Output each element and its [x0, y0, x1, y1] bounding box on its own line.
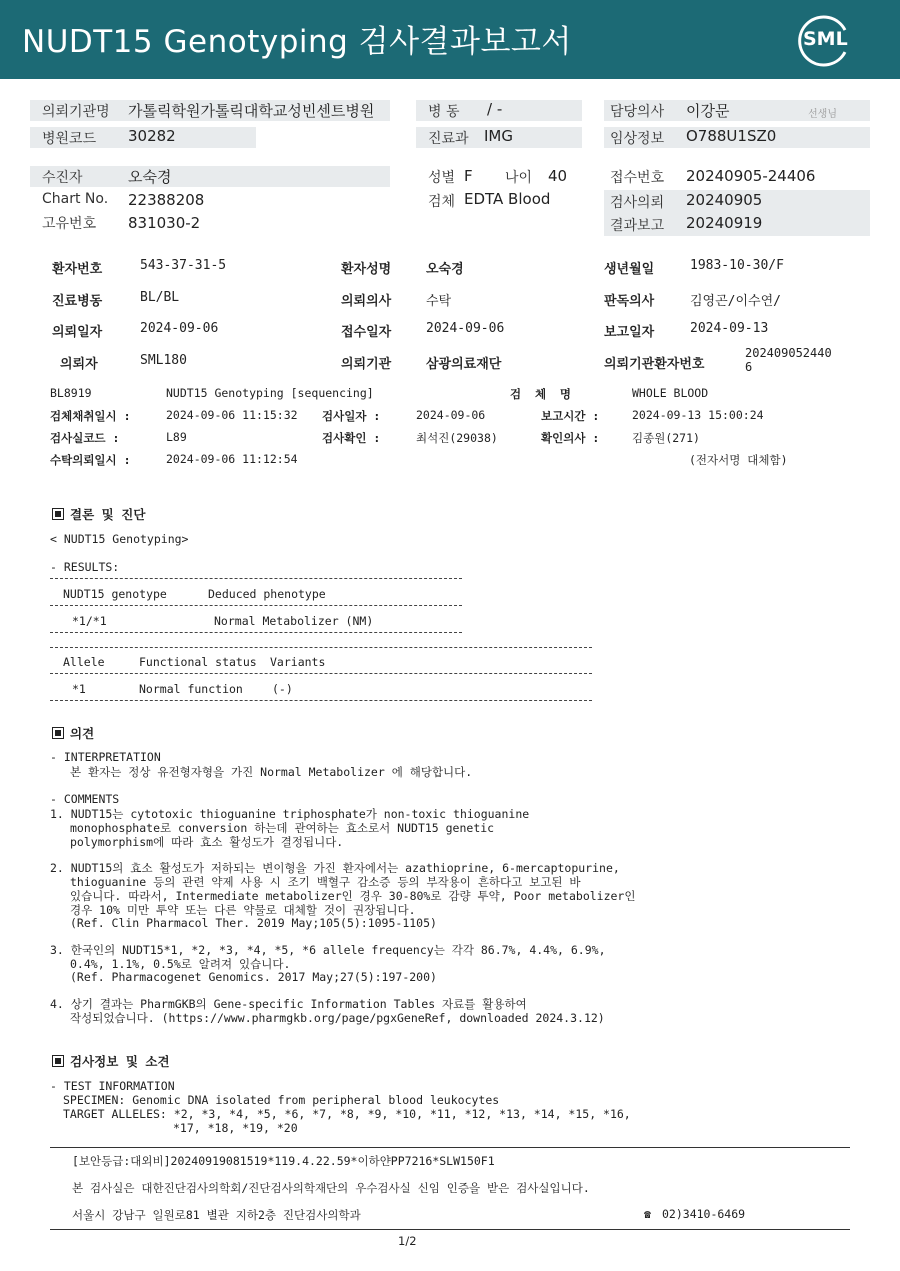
testinfo-label: - TEST INFORMATION — [50, 1079, 175, 1093]
security-line: [보안등급:대외비]20240919081519*119.4.22.59*이하얀PP7216*SLW150F1 — [72, 1154, 495, 1168]
variants-value: (-) — [272, 682, 293, 696]
comment-4-line-2: 작성되었습니다. (https://www.pharmgkb.org/page/pgxGeneRef, downloaded 2024.3.12) — [70, 1011, 605, 1025]
inst-patient-no-1: 202409052440 — [745, 346, 832, 360]
e-sign-note: (전자서명 대체함) — [689, 453, 788, 467]
clinical-value: O788U1SZ0 — [686, 127, 777, 145]
genotype-value: *1/*1 — [72, 614, 107, 628]
chart-value: 22388208 — [128, 191, 205, 209]
req-inst-label: 의뢰기관 — [341, 357, 392, 372]
institution-value: 가톨릭학원가톨릭대학교성빈센트병원 — [128, 102, 375, 120]
name-value: 오숙경 — [426, 262, 464, 277]
lab-code-value: L89 — [166, 430, 187, 444]
phenotype-value: Normal Metabolizer (NM) — [214, 614, 374, 628]
square-bullet-icon — [52, 508, 64, 520]
comment-2-line-2: thioguanine 등의 관련 약제 사용 시 조기 백혈구 감소증 등의 부작용이 흔하다고 보고된 바 — [70, 875, 581, 889]
test-name: NUDT15 Genotyping [sequencing] — [166, 386, 374, 400]
testinfo-specimen: SPECIMEN: Genomic DNA isolated from peripheral blood leukocytes — [63, 1093, 500, 1107]
request-value: 20240905 — [686, 191, 763, 209]
requester-value: SML180 — [140, 353, 187, 368]
test-code: BL8919 — [50, 386, 92, 400]
interp-text: 본 환자는 정상 유전형자형을 가진 Normal Metabolizer 에 해당합니다. — [70, 765, 473, 779]
req-date-label: 의뢰일자 — [52, 325, 103, 340]
recv-date-label: 접수일자 — [341, 325, 392, 340]
spec-name-value: WHOLE BLOOD — [632, 386, 709, 400]
report-date-label: 보고일자 — [604, 325, 655, 340]
unique-value: 831030-2 — [128, 214, 201, 232]
patient-no-label: 환자번호 — [52, 262, 103, 277]
doctor-label: 담당의사 — [610, 104, 665, 120]
consign-value: 2024-09-06 11:12:54 — [166, 452, 298, 466]
testinfo-alleles-2: *17, *18, *19, *20 — [173, 1121, 298, 1135]
ward-value: / - — [487, 100, 503, 118]
report-time-label: 보고시간 : — [541, 409, 600, 423]
dash-line — [50, 632, 462, 633]
clinical-label: 임상정보 — [610, 131, 665, 147]
section-conclusion-text: 결론 및 진단 — [70, 507, 146, 522]
phone-icon: ☎ — [644, 1207, 651, 1221]
spec-name-label: 검 체 명 — [510, 387, 572, 401]
dash-line — [50, 700, 592, 701]
comment-2-line-4: 경우 10% 미만 투약 또는 다른 약물로 대체할 것이 권장됩니다. — [70, 903, 416, 917]
certification-line: 본 검사실은 대한진단검사의학회/진단검사의학재단의 우수검사실 신임 인증을 받은 검사실입니다. — [72, 1181, 590, 1195]
doctor-suffix: 선생님 — [808, 109, 837, 120]
code-value: 30282 — [128, 127, 176, 145]
comment-3-line-2: 0.4%, 1.1%, 0.5%로 알려져 있습니다. — [70, 957, 291, 971]
header-banner — [0, 0, 900, 79]
comment-2-line-5: (Ref. Clin Pharmacol Ther. 2019 May;105(5):1095-1105) — [70, 916, 437, 930]
age-label: 나이 — [505, 170, 533, 186]
results-label: - RESULTS: — [50, 560, 120, 574]
comment-1-line-3: polymorphism에 따라 효소 활성도가 결정됩니다. — [70, 835, 344, 849]
address-line: 서울시 강남구 일원로81 별관 지하2층 진단검사의학과 — [72, 1208, 361, 1222]
inst-patient-no-2: 6 — [745, 360, 753, 374]
section-opinion — [52, 724, 94, 742]
allele-head: Allele — [63, 655, 105, 669]
comment-3-line-3: (Ref. Pharmacogenet Genomics. 2017 May;27(5):197-200) — [70, 970, 437, 984]
comment-3-line-1: 3. 한국인의 NUDT15*1, *2, *3, *4, *5, *6 allele frequency는 각각 86.7%, 4.4%, 6.9%, — [50, 943, 606, 957]
result-subtitle: < NUDT15 Genotyping> — [50, 532, 189, 546]
requester-label: 의뢰자 — [60, 357, 98, 372]
phone-number: 02)3410-6469 — [662, 1207, 746, 1221]
test-date-value: 2024-09-06 — [416, 408, 486, 422]
ward2-label: 진료병동 — [52, 294, 103, 309]
req-doctor-label: 의뢰의사 — [341, 294, 392, 309]
request-label: 검사의뢰 — [610, 195, 665, 211]
chart-label: Chart No. — [42, 191, 109, 207]
comment-1-line-1: 1. NUDT15는 cytotoxic thioguanine triphosphate가 non-toxic thioguanine — [50, 807, 530, 821]
col-phenotype: Deduced phenotype — [208, 587, 326, 601]
allele-value: *1 — [72, 682, 86, 696]
req-doctor-value: 수탁 — [426, 294, 452, 309]
dept-label: 진료과 — [428, 131, 469, 147]
report-date-value: 2024-09-13 — [690, 321, 769, 336]
collect-label: 검체채취일시 : — [50, 409, 131, 423]
section-testinfo-text: 검사정보 및 소견 — [70, 1054, 170, 1069]
dash-line — [50, 673, 592, 674]
age-value: 40 — [548, 167, 568, 185]
section-conclusion — [52, 505, 145, 523]
birth-value: 1983-10-30/F — [690, 258, 784, 273]
receipt-label: 접수번호 — [610, 170, 665, 186]
confirm-doc-label: 확인의사 : — [541, 431, 600, 445]
ward-label: 병 동 — [428, 104, 460, 120]
page-number: 1/2 — [398, 1234, 417, 1248]
dept-value: IMG — [484, 127, 513, 145]
doctor-value: 이강문 — [686, 102, 730, 120]
report-label: 결과보고 — [610, 218, 665, 234]
receipt-value: 20240905-24406 — [686, 167, 816, 185]
col-genotype: NUDT15 genotype — [63, 587, 167, 601]
comment-4-line-1: 4. 상기 결과는 PharmGKB의 Gene-specific Information Tables 자료를 활용하여 — [50, 997, 527, 1011]
square-bullet-icon — [52, 1055, 64, 1067]
confirm-label: 검사확인 : — [322, 431, 381, 445]
read-doctor-label: 판독의사 — [604, 294, 655, 309]
req-inst-value: 삼광의료재단 — [426, 357, 502, 372]
lab-code-label: 검사실코드 : — [50, 431, 120, 445]
section-testinfo — [52, 1052, 170, 1070]
test-date-label: 검사일자 : — [322, 409, 381, 423]
ward2-value: BL/BL — [140, 290, 180, 305]
comment-2-line-3: 있습니다. 따라서, Intermediate metabolizer인 경우 30-80%로 감량 투약, Poor metabolizer인 — [70, 889, 636, 903]
status-head: Functional status — [139, 655, 257, 669]
interp-label: - INTERPRETATION — [50, 750, 161, 764]
name-label: 환자성명 — [341, 262, 392, 277]
dash-line — [50, 578, 462, 579]
variants-head: Variants — [270, 655, 326, 669]
specimen-label: 검체 — [428, 194, 456, 210]
dash-line — [50, 647, 592, 648]
recv-date-value: 2024-09-06 — [426, 321, 505, 336]
status-value: Normal function — [139, 682, 243, 696]
consign-label: 수탁의뢰일시 : — [50, 453, 131, 467]
sex-label: 성별 — [428, 170, 456, 186]
report-title: NUDT15 Genotyping 검사결과보고서 — [22, 24, 572, 60]
patient-label: 수진자 — [42, 170, 83, 186]
dash-line — [50, 605, 462, 606]
report-value: 20240919 — [686, 214, 763, 232]
read-doctor-value: 김영곤/이수연/ — [690, 294, 782, 309]
collect-value: 2024-09-06 11:15:32 — [166, 408, 298, 422]
patient-no: 543-37-31-5 — [140, 258, 227, 273]
institution-label: 의뢰기관명 — [42, 104, 110, 120]
footer-rule-top — [50, 1147, 850, 1148]
sex-value: F — [464, 167, 473, 185]
inst-patient-no-label: 의뢰기관환자번호 — [604, 357, 705, 372]
square-bullet-icon — [52, 727, 64, 739]
confirm-doc-value: 김종원(271) — [632, 431, 700, 445]
code-label: 병원코드 — [42, 131, 97, 147]
req-date-value: 2024-09-06 — [140, 321, 219, 336]
comments-label: - COMMENTS — [50, 792, 120, 806]
confirm-value: 최석진(29038) — [416, 431, 498, 445]
section-opinion-text: 의견 — [70, 726, 95, 741]
footer-rule-bottom — [50, 1229, 850, 1230]
specimen-value: EDTA Blood — [464, 190, 551, 208]
patient-value: 오숙경 — [128, 168, 172, 186]
comment-2-line-1: 2. NUDT15의 효소 활성도가 저하되는 변이형을 가진 환자에서는 azathioprine, 6-mercaptopurine, — [50, 861, 620, 875]
report-time-value: 2024-09-13 15:00:24 — [632, 408, 764, 422]
patient-box — [30, 166, 390, 187]
birth-label: 생년월일 — [604, 262, 655, 277]
sml-logo-text: SML — [803, 28, 848, 50]
unique-label: 고유번호 — [42, 216, 97, 232]
testinfo-alleles-1: TARGET ALLELES: *2, *3, *4, *5, *6, *7, *8, *9, *10, *11, *12, *13, *14, *15, *16, — [63, 1107, 631, 1121]
comment-1-line-2: monophosphate로 conversion 하는데 관여하는 효소로서 NUDT15 genetic — [70, 821, 495, 835]
